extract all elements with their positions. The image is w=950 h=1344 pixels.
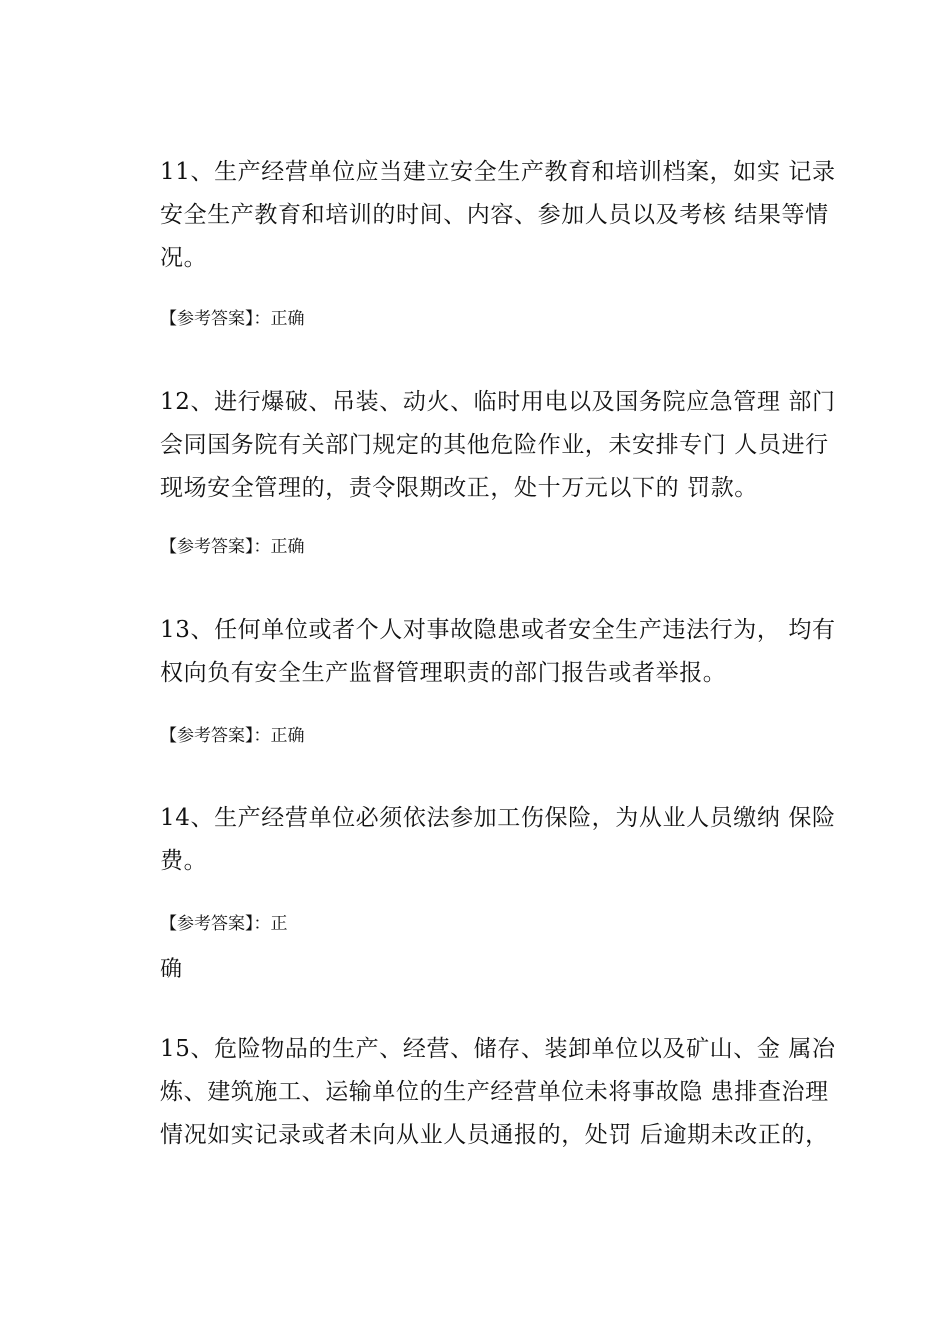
answer-label: 【参考答案】： (160, 726, 271, 746)
question-line: 况。 (160, 245, 208, 271)
answer-label: 【参考答案】： (160, 537, 271, 557)
answer-value: 正确 (270, 537, 305, 557)
answer-14 (160, 912, 288, 936)
question-line: 炼、建筑施工、运输单位的生产经营单位未将事故隐 患排查治理 (160, 1079, 829, 1105)
question-line: 安全生产教育和培训的时间、内容、参加人员以及考核 结果等情 (160, 202, 829, 228)
question-line: 11、生产经营单位应当建立安全生产教育和培训档案，如实 记录 (160, 159, 836, 185)
answer-label: 【参考答案】： (160, 914, 271, 934)
answer-value: 正确 (270, 726, 305, 746)
question-14 (160, 797, 860, 883)
question-line: 情况如实记录或者未向从业人员通报的，处罚 后逾期未改正的， (160, 1122, 829, 1148)
question-line: 14、生产经营单位必须依法参加工伤保险，为从业人员缴纳 保险 (160, 805, 836, 831)
answer-label: 【参考答案】： (160, 309, 271, 329)
question-line: 现场安全管理的，责令限期改正，处十万元以下的 罚款。 (160, 475, 758, 501)
answer-13 (160, 724, 305, 748)
question-12 (160, 381, 860, 510)
question-13 (160, 609, 860, 695)
answer-12 (160, 535, 305, 559)
answer-value: 正 (270, 914, 288, 934)
question-11 (160, 151, 860, 280)
question-line: 13、任何单位或者个人对事故隐患或者安全生产违法行为， 均有 (160, 617, 836, 643)
question-15 (160, 1028, 860, 1157)
question-line: 权向负有安全生产监督管理职责的部门报告或者举报。 (160, 660, 727, 686)
answer-11 (160, 307, 305, 331)
question-line: 15、危险物品的生产、经营、储存、装卸单位以及矿山、金 属冶 (160, 1036, 836, 1062)
answer-value: 正确 (270, 309, 305, 329)
question-line: 费。 (160, 848, 208, 874)
answer-14-continuation: 确 (160, 957, 183, 982)
question-line: 12、进行爆破、吊装、动火、临时用电以及国务院应急管理 部门 (160, 389, 836, 415)
question-line: 会同国务院有关部门规定的其他危险作业，未安排专门 人员进行 (160, 432, 829, 458)
